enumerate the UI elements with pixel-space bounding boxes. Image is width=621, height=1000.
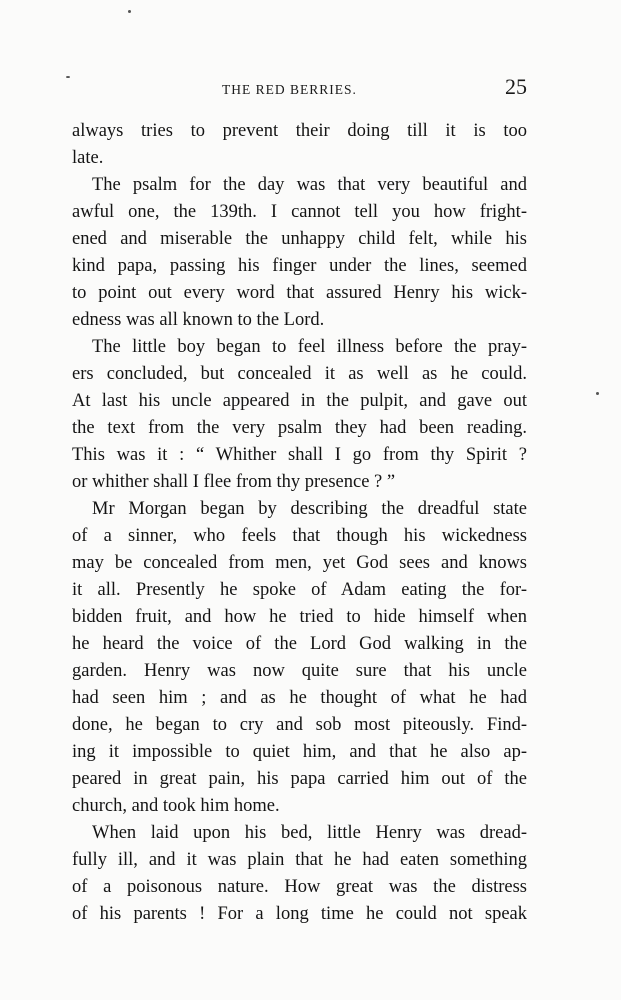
text-line: ened and miserable the unhappy child felt, while his	[72, 229, 527, 249]
text-line: awful one, the 139th. I cannot tell you how fright-	[72, 202, 527, 222]
page-header	[72, 74, 527, 104]
paragraph	[72, 820, 527, 928]
text-line: or whither shall I flee from thy presence ? ”	[72, 472, 396, 492]
paragraph	[72, 496, 527, 820]
text-line: had seen him ; and as he thought of what he had	[72, 688, 527, 708]
text-line: late.	[72, 148, 104, 168]
text-line: ers concluded, but concealed it as well as he could.	[72, 364, 527, 384]
text-line: may be concealed from men, yet God sees and knows	[72, 553, 527, 573]
text-line: peared in great pain, his papa carried him out of the	[72, 769, 527, 789]
text-line: Mr Morgan began by describing the dreadful state	[92, 499, 527, 519]
text-line: When laid upon his bed, little Henry was dread-	[92, 823, 527, 843]
body-text	[72, 118, 527, 928]
text-line: bidden fruit, and how he tried to hide himself when	[72, 607, 527, 627]
text-line: to point out every word that assured Henry his wick-	[72, 283, 527, 303]
text-line: kind papa, passing his finger under the lines, seemed	[72, 256, 527, 276]
ink-speck	[596, 392, 599, 395]
paragraph	[72, 172, 527, 334]
ink-speck	[66, 76, 70, 78]
text-line: At last his uncle appeared in the pulpit, and gave out	[72, 391, 527, 411]
text-line: The little boy began to feel illness before the pray-	[92, 337, 527, 357]
text-line: of his parents ! For a long time he could not speak	[72, 904, 527, 924]
text-line: he heard the voice of the Lord God walking in the	[72, 634, 527, 654]
text-line: church, and took him home.	[72, 796, 280, 816]
text-line: edness was all known to the Lord.	[72, 310, 325, 330]
text-line: of a sinner, who feels that though his wickedness	[72, 526, 527, 546]
paragraph	[72, 334, 527, 496]
running-head: THE RED BERRIES.	[222, 82, 357, 97]
paragraph	[72, 118, 527, 172]
text-line: The psalm for the day was that very beautiful and	[92, 175, 527, 195]
page-number: 25	[505, 74, 527, 99]
text-line: it all. Presently he spoke of Adam eating the for-	[72, 580, 527, 600]
text-line: garden. Henry was now quite sure that his uncle	[72, 661, 527, 681]
text-line: ing it impossible to quiet him, and that he also ap-	[72, 742, 527, 762]
text-line: always tries to prevent their doing till it is too	[72, 121, 527, 141]
text-line: of a poisonous nature. How great was the distress	[72, 877, 527, 897]
text-line: the text from the very psalm they had been reading.	[72, 418, 527, 438]
text-line: fully ill, and it was plain that he had eaten something	[72, 850, 527, 870]
ink-speck	[128, 10, 131, 13]
text-line: This was it : “ Whither shall I go from thy Spirit ?	[72, 445, 527, 465]
text-line: done, he began to cry and sob most piteously. Find-	[72, 715, 527, 735]
